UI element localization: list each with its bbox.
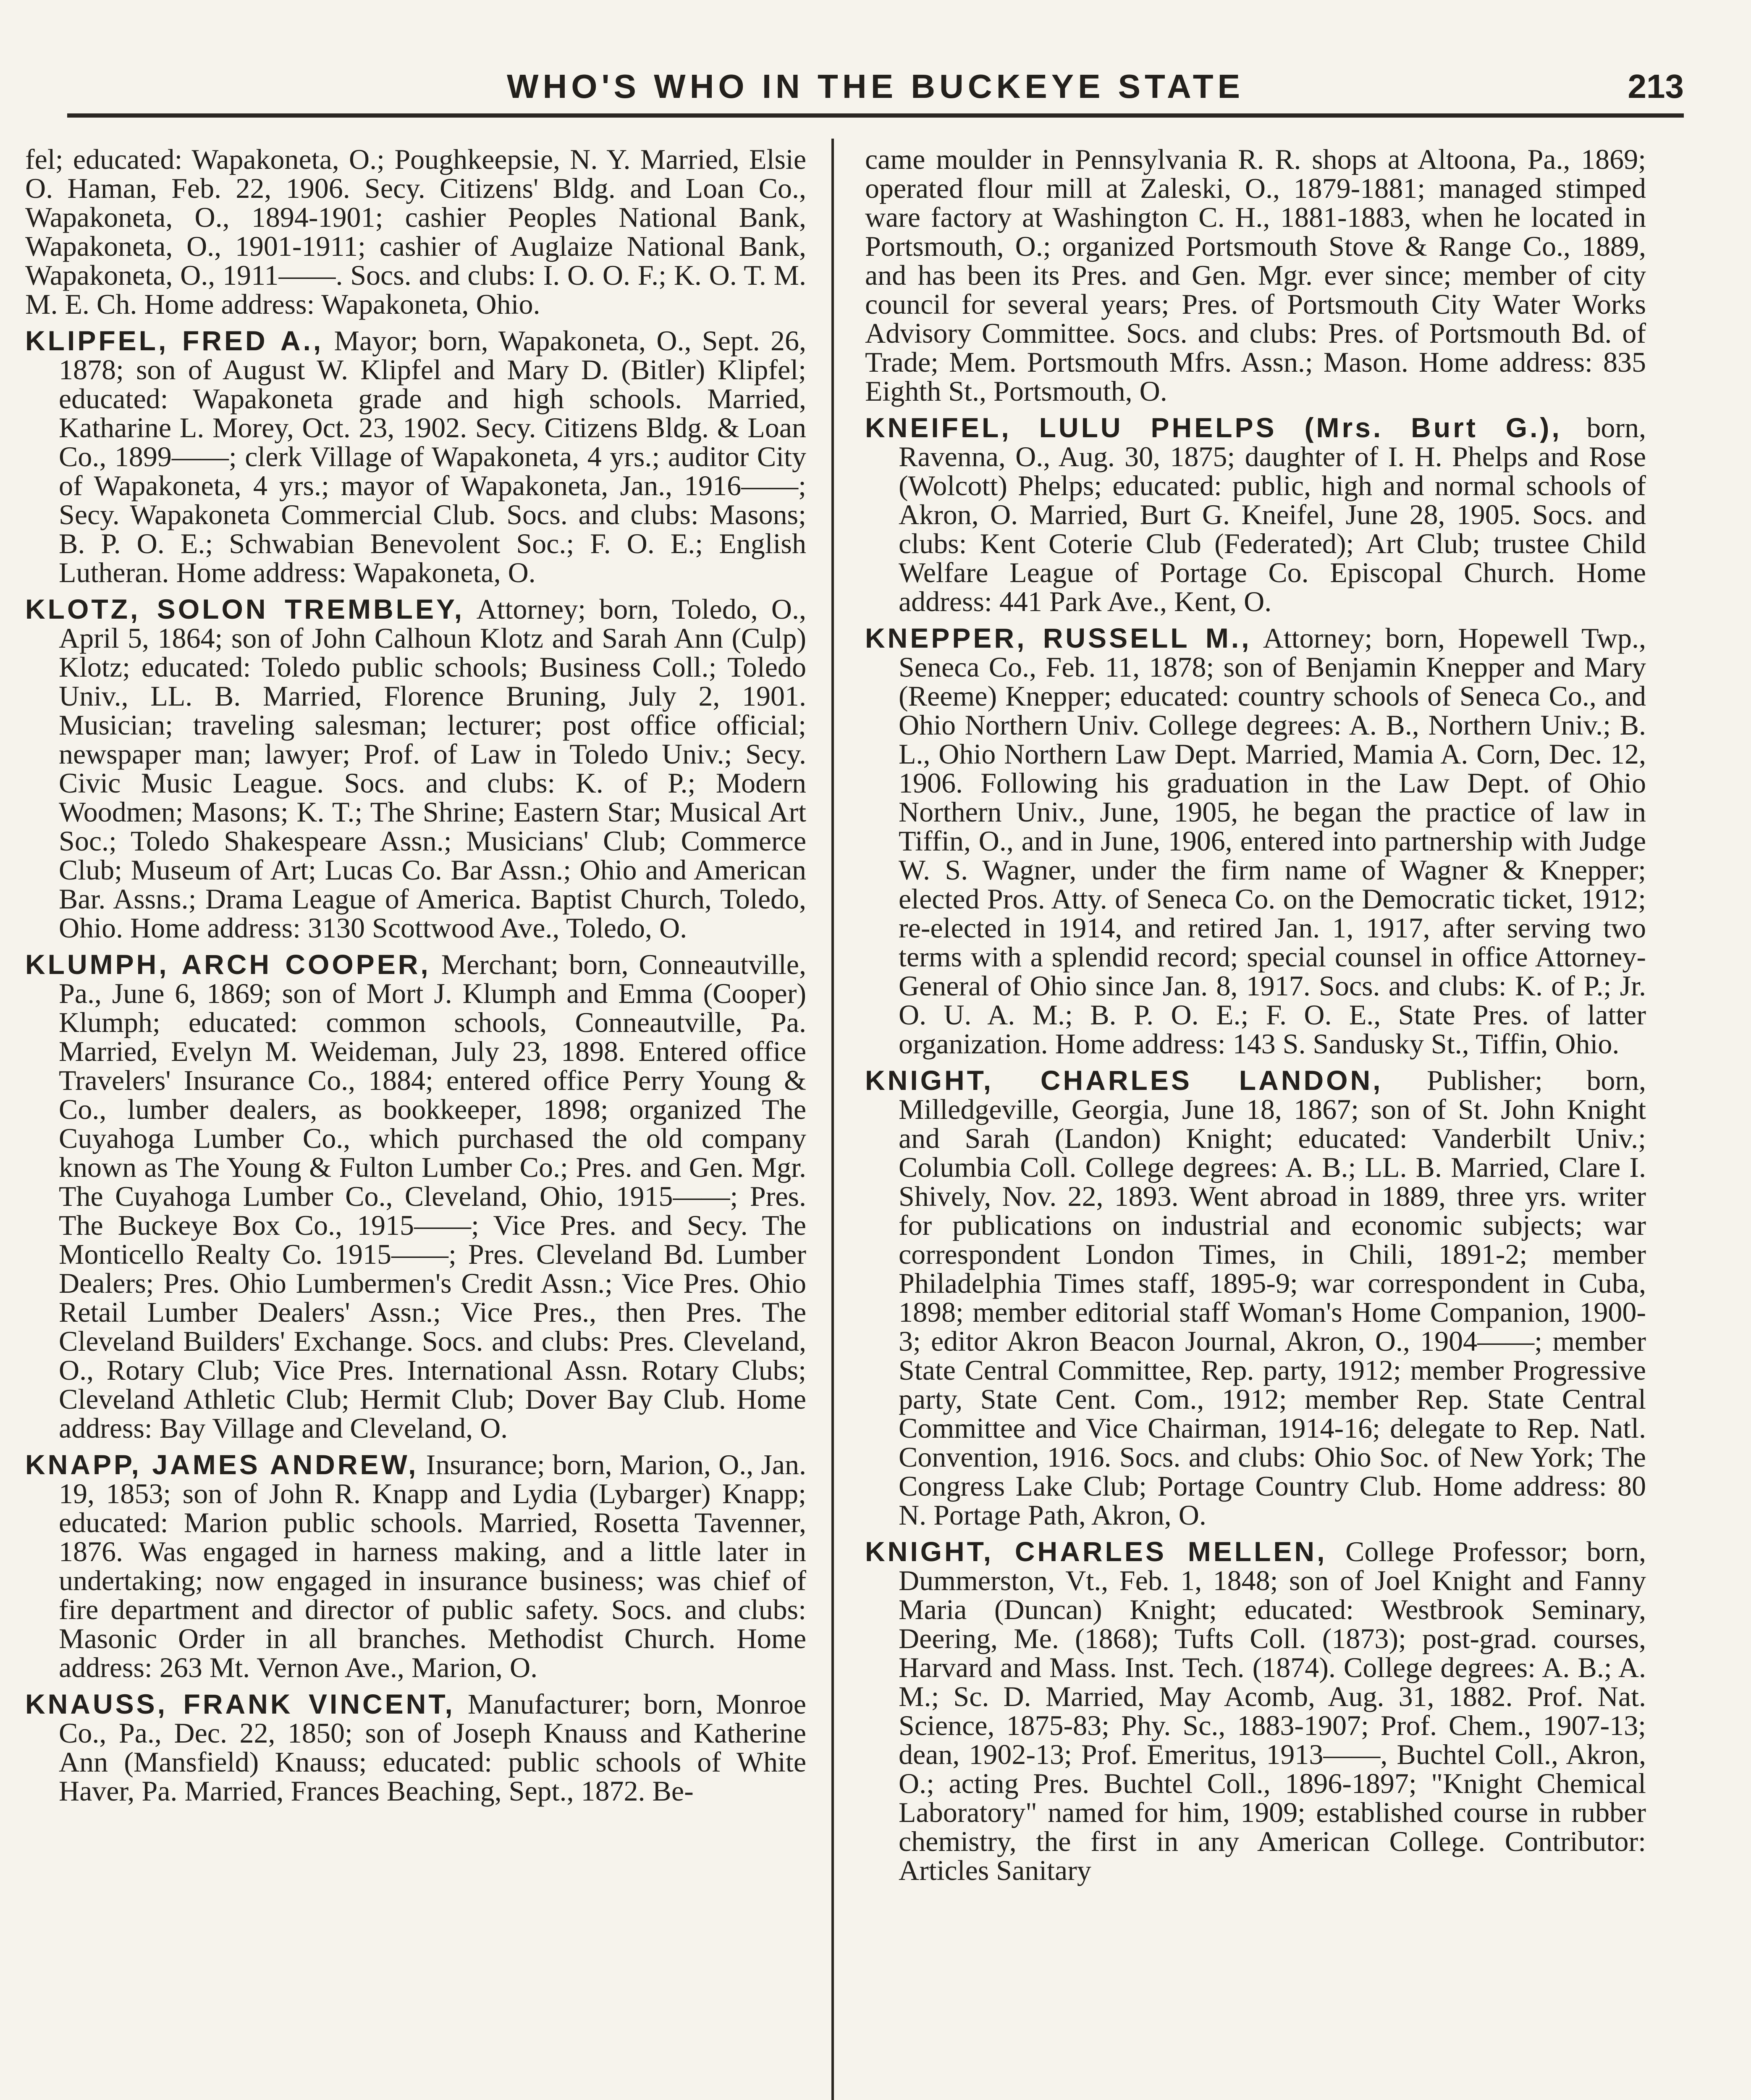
- entry-klumph: KLUMPH, ARCH COOPER, Merchant; born, Conneautville, Pa., June 6, 1869; son of Mort J. Klumph and Emma (Cooper) Klumph; educated: common schools, Conneautville, Pa. Married, Evelyn M. Weideman, July 23, 1898. Entered office Travelers' Insurance Co., 1884; entered office Perry Young & Co., lumber dealers, as bookkeeper, 1898; organized The Cuyahoga Lumber Co., which purchased the old company known as The Young & Fulton Lumber Co.; Pres. and Gen. Mgr. The Cuyahoga Lumber Co., Cleveland, Ohio, 1915——; Pres. The Buckeye Box Co., 1915——; Vice Pres. and Secy. The Monticello Realty Co. 1915——; Pres. Cleveland Bd. Lumber Dealers; Pres. Ohio Lumbermen's Credit Assn.; Vice Pres. Ohio Retail Lumber Dealers' Assn.; Vice Pres., then Pres. The Cleveland Builders' Exchange. Socs. and clubs: Pres. Cleveland, O., Rotary Club; Vice Pres. International Assn. Rotary Clubs; Cleveland Athletic Club; Hermit Club; Dover Bay Club. Home address: Bay Village and Cleveland, O.: [25, 948, 806, 1444]
- entry-name: KLIPFEL, FRED A.,: [25, 325, 324, 356]
- entry-name: KNAUSS, FRANK VINCENT,: [25, 1688, 455, 1719]
- page-header: [67, 63, 1684, 118]
- entry-klipfel: KLIPFEL, FRED A., Mayor; born, Wapakoneta, O., Sept. 26, 1878; son of August W. Klipfel and Mary D. (Bitler) Klipfel; educated: Wapakoneta grade and high schools. Married, Katharine L. Morey, Oct. 23, 1902. Secy. Citizens Bldg. & Loan Co., 1899——; clerk Village of Wapakoneta, 4 yrs.; auditor City of Wapakoneta, 4 yrs.; mayor of Wapakoneta, Jan., 1916——; Secy. Wapakoneta Commercial Club. Socs. and clubs: Masons; B. P. O. E.; Schwabian Benevolent Soc.; F. O. E.; English Lutheran. Home address: Wapakoneta, O.: [25, 325, 806, 588]
- entry-name: KNIGHT, CHARLES MELLEN,: [865, 1536, 1327, 1567]
- page-number: 213: [1628, 68, 1684, 105]
- running-head: WHO'S WHO IN THE BUCKEYE STATE: [506, 68, 1245, 105]
- entry-name: KLOTZ, SOLON TREMBLEY,: [25, 593, 465, 625]
- left-column: [25, 145, 806, 2100]
- entry-knight-charles-mellen: KNIGHT, CHARLES MELLEN, College Professor; born, Dummerston, Vt., Feb. 1, 1848; son of Joel Knight and Fanny Maria (Duncan) Knight; educated: Westbrook Seminary, Deering, Me. (1868); Tufts Coll. (1873); post-grad. courses, Harvard and Mass. Inst. Tech. (1874). College degrees: A. B.; A. M.; Sc. D. Married, May Acomb, Aug. 31, 1882. Prof. Nat. Science, 1875-83; Phy. Sc., 1883-1907; Prof. Chem., 1907-13; dean, 1902-13; Prof. Emeritus, 1913——, Buchtel Coll., Akron, O.; acting Pres. Buchtel Coll., 1896-1897; "Knight Chemical Laboratory" named for him, 1909; established course in rubber chemistry, the first in any American College. Contributor: Articles Sanitary: [865, 1536, 1646, 1886]
- entry-continued: fel; educated: Wapakoneta, O.; Poughkeepsie, N. Y. Married, Elsie O. Haman, Feb. 22, 1906. Secy. Citizens' Bldg. and Loan Co., Wapakoneta, O., 1894-1901; cashier Peoples National Bank, Wapakoneta, O., 1901-1911; cashier of Auglaize National Bank, Wapakoneta, O., 1911——. Socs. and clubs: I. O. O. F.; K. O. T. M. M. E. Ch. Home address: Wapakoneta, Ohio.: [25, 145, 806, 320]
- entry-name: KNAPP, JAMES ANDREW,: [25, 1449, 419, 1480]
- right-column: [865, 145, 1646, 2100]
- entry-klotz: KLOTZ, SOLON TREMBLEY, Attorney; born, Toledo, O., April 5, 1864; son of John Calhoun Klotz and Sarah Ann (Culp) Klotz; educated: Toledo public schools; Business Coll.; Toledo Univ., LL. B. Married, Florence Bruning, July 2, 1901. Musician; traveling salesman; lecturer; post office official; newspaper man; lawyer; Prof. of Law in Toledo Univ.; Secy. Civic Music League. Socs. and clubs: K. of P.; Modern Woodmen; Masons; K. T.; The Shrine; Eastern Star; Musical Art Soc.; Toledo Shakespeare Assn.; Musicians' Club; Commerce Club; Museum of Art; Lucas Co. Bar Assn.; Ohio and American Bar. Assns.; Drama League of America. Baptist Church, Toledo, Ohio. Home address: 3130 Scottwood Ave., Toledo, O.: [25, 593, 806, 944]
- entry-name: KNIGHT, CHARLES LANDON,: [865, 1065, 1383, 1096]
- column-divider: [831, 139, 834, 2100]
- entry-knight-charles-landon: KNIGHT, CHARLES LANDON, Publisher; born, Milledgeville, Georgia, June 18, 1867; son of St. John Knight and Sarah (Landon) Knight; educated: Vanderbilt Univ.; Columbia Coll. College degrees: A. B.; LL. B. Married, Clare I. Shively, Nov. 22, 1893. Went abroad in 1889, three yrs. writer for publications on industrial and economic subjects; war correspondent London Times, in Chili, 1891-2; member Philadelphia Times staff, 1895-9; war correspondent in Cuba, 1898; member editorial staff Woman's Home Companion, 1900-3; editor Akron Beacon Journal, Akron, O., 1904——; member State Central Committee, Rep. party, 1912; member Progressive party, State Cent. Com., 1912; member Rep. State Central Committee and Vice Chairman, 1914-16; delegate to Rep. Natl. Convention, 1916. Socs. and clubs: Ohio Soc. of New York; The Congress Lake Club; Portage Country Club. Home address: 80 N. Portage Path, Akron, O.: [865, 1064, 1646, 1531]
- entry-knauss: KNAUSS, FRANK VINCENT, Manufacturer; born, Monroe Co., Pa., Dec. 22, 1850; son of Joseph Knauss and Katherine Ann (Mansfield) Knauss; educated: public schools of White Haver, Pa. Married, Frances Beaching, Sept., 1872. Be-: [25, 1688, 806, 1807]
- entry-name: KNEPPER, RUSSELL M.,: [865, 622, 1252, 654]
- entry-knepper: KNEPPER, RUSSELL M., Attorney; born, Hopewell Twp., Seneca Co., Feb. 11, 1878; son of Benjamin Knepper and Mary (Reeme) Knepper; educated: country schools of Seneca Co., and Ohio Northern Univ. College degrees: A. B., Northern Univ.; B. L., Ohio Northern Law Dept. Married, Mamia A. Corn, Dec. 12, 1906. Following his graduation in the Law Dept. of Ohio Northern Univ., June, 1905, he began the practice of law in Tiffin, O., and in June, 1906, entered into partnership with Judge W. S. Wagner, under the firm name of Wagner & Knepper; elected Pros. Atty. of Seneca Co. on the Democratic ticket, 1912; re-elected in 1914, and retired Jan. 1, 1917, after serving two terms with a splendid record; special counsel in office Attorney-General of Ohio since Jan. 8, 1917. Socs. and clubs: K. of P.; Jr. O. U. A. M.; B. P. O. E.; F. O. E., State Pres. of latter organization. Home address: 143 S. Sandusky St., Tiffin, Ohio.: [865, 622, 1646, 1060]
- entry-name: KLUMPH, ARCH COOPER,: [25, 949, 431, 980]
- entry-name: KNEIFEL, LULU PHELPS (Mrs. Burt G.),: [865, 412, 1562, 443]
- entry-knapp: KNAPP, JAMES ANDREW, Insurance; born, Marion, O., Jan. 19, 1853; son of John R. Knapp and Lydia (Lybarger) Knapp; educated: Marion public schools. Married, Rosetta Tavenner, 1876. Was engaged in harness making, and a little later in undertaking; now engaged in insurance business; was chief of fire department and director of public safety. Socs. and clubs: Masonic Order in all branches. Methodist Church. Home address: 263 Mt. Vernon Ave., Marion, O.: [25, 1449, 806, 1683]
- entry-kneifel: KNEIFEL, LULU PHELPS (Mrs. Burt G.), born, Ravenna, O., Aug. 30, 1875; daughter of I. H. Phelps and Rose (Wolcott) Phelps; educated: public, high and normal schools of Akron, O. Married, Burt G. Kneifel, June 28, 1905. Socs. and clubs: Kent Coterie Club (Federated); Art Club; trustee Child Welfare League of Portage Co. Episcopal Church. Home address: 441 Park Ave., Kent, O.: [865, 412, 1646, 617]
- entry-continued: came moulder in Pennsylvania R. R. shops at Altoona, Pa., 1869; operated flour mill at Zaleski, O., 1879-1881; managed stimped ware factory at Washington C. H., 1881-1883, when he located in Portsmouth, O.; organized Portsmouth Stove & Range Co., 1889, and has been its Pres. and Gen. Mgr. ever since; member of city council for several years; Pres. of Portsmouth City Water Works Advisory Committee. Socs. and clubs: Pres. of Portsmouth Bd. of Trade; Mem. Portsmouth Mfrs. Assn.; Mason. Home address: 835 Eighth St., Portsmouth, O.: [865, 145, 1646, 407]
